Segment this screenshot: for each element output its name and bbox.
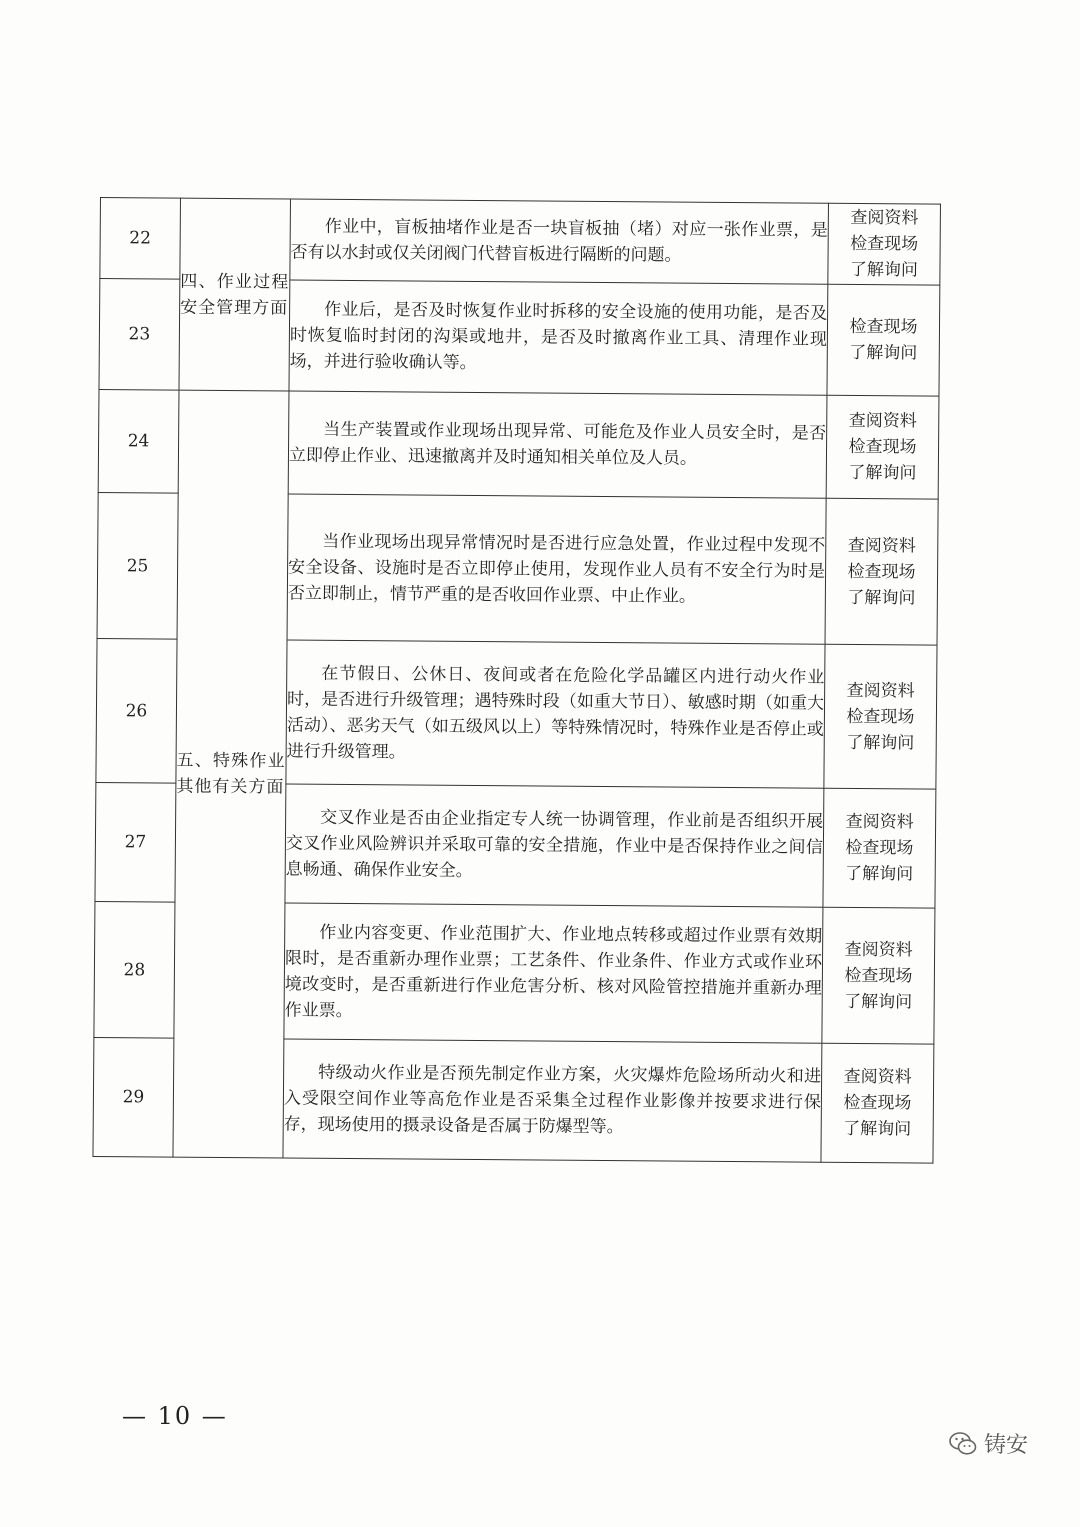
inspection-checklist-table — [92, 197, 941, 1164]
inspection-item-text: 交叉作业是否由企业指定专人统一协调管理，作业前是否组织开展交叉作业风险辨识并采取可靠的安全措施，作业中是否保持作业之间信息畅通、确保作业安全。 — [285, 807, 824, 881]
inspection-item-text: 当生产装置或作业现场出现异常、可能危及作业人员安全时，是否立即停止作业、迅速撤离并及时通知相关单位及人员。 — [288, 419, 827, 469]
inspection-item — [283, 1039, 822, 1162]
method-label: 了解询问 — [844, 991, 913, 1012]
category-cell-section4: 四、作业过程安全管理方面 — [179, 198, 291, 391]
method-label: 了解询问 — [843, 1118, 912, 1140]
method-label: 了解询问 — [847, 587, 916, 608]
inspection-methods — [828, 203, 941, 285]
method-label: 检查现场 — [847, 561, 916, 582]
method-label: 检查现场 — [850, 233, 919, 255]
inspection-item-text: 作业中，盲板抽堵作业是否一块盲板抽（堵）对应一张作业票，是否有以水封或仅关闭阀门代替盲板进行隔断的问题。 — [290, 216, 828, 266]
inspection-item — [289, 280, 828, 395]
inspection-methods — [827, 284, 940, 396]
method-label: 了解询问 — [849, 259, 919, 281]
inspection-item — [286, 640, 825, 788]
method-label: 查阅资料 — [848, 410, 917, 432]
method-label: 检查现场 — [843, 1092, 912, 1114]
method-label: 了解询问 — [848, 462, 917, 484]
row-number: 27 — [95, 782, 176, 902]
method-label: 查阅资料 — [850, 207, 919, 229]
row-number: 29 — [93, 1037, 174, 1157]
inspection-item — [288, 391, 827, 498]
method-label: 了解询问 — [845, 863, 914, 885]
page-number: — 10 — — [122, 1402, 228, 1430]
method-label: 了解询问 — [849, 342, 918, 364]
inspection-methods — [821, 1043, 934, 1163]
row-number: 24 — [98, 389, 179, 493]
inspection-item-text: 当作业现场出现异常情况时是否进行应急处置，作业过程中发现不安全设备、设施时是否立即停止使用，发现作业人员有不安全行为时是否立即制止，情节严重的是否收回作业票、中止作业。 — [287, 531, 826, 607]
inspection-item-text: 作业后，是否及时恢复作业时拆移的安全设施的使用功能，是否及时恢复临时封闭的沟渠或地井，是否及时撤离作业工具、清理作业现场，并进行验收确认等。 — [289, 299, 828, 373]
inspection-item-text: 特级动火作业是否预先制定作业方案，火灾爆炸危险场所动火和进入受限空间作业等高危作业是否采集全过程作业影像并按要求进行保存，现场使用的摄录设备是否属于防爆型等。 — [283, 1062, 822, 1138]
inspection-item — [284, 903, 823, 1043]
method-label: 检查现场 — [845, 837, 914, 859]
inspection-item-text: 在节假日、公休日、夜间或者在危险化学品罐区内进行动火作业时，是否进行升级管理；遇特殊时段（如重大节日）、敏感时期（如重大活动）、恶劣天气（如五级风以上）等特殊情况时，特殊作业是否停止或进行升级管理。 — [286, 663, 825, 762]
row-number: 26 — [96, 638, 177, 783]
inspection-item — [287, 494, 826, 644]
method-label: 查阅资料 — [843, 1066, 912, 1088]
method-label: 查阅资料 — [845, 811, 914, 833]
inspection-methods — [824, 644, 937, 789]
row-number: 22 — [100, 198, 181, 280]
method-label: 检查现场 — [846, 706, 915, 727]
table-row — [100, 198, 941, 286]
method-label: 检查现场 — [848, 436, 917, 458]
wechat-icon — [948, 1431, 978, 1457]
inspection-methods — [826, 395, 939, 499]
inspection-item — [290, 199, 829, 284]
wechat-watermark — [948, 1428, 1028, 1459]
inspection-methods — [825, 498, 938, 645]
row-number: 28 — [94, 901, 175, 1038]
document-sheet — [92, 197, 940, 1164]
row-number: 25 — [97, 492, 178, 639]
table-row — [98, 389, 939, 499]
method-label: 检查现场 — [849, 316, 918, 338]
method-label: 检查现场 — [844, 965, 913, 986]
method-label: 查阅资料 — [847, 535, 916, 556]
method-label: 了解询问 — [846, 732, 915, 753]
watermark-text: 铸安 — [984, 1433, 1029, 1458]
method-label: 查阅资料 — [846, 680, 915, 701]
inspection-item-text: 作业内容变更、作业范围扩大、作业地点转移或超过作业票有效期限时，是否重新办理作业票；工艺条件、作业条件、作业方式或作业环境改变时，是否重新进行作业危害分析、核对风险管控措施并重新办理作业票。 — [284, 922, 823, 1021]
method-label: 查阅资料 — [844, 939, 913, 960]
inspection-item — [285, 784, 824, 907]
category-cell-section5: 五、特殊作业其他有关方面 — [173, 390, 289, 1158]
row-number: 23 — [99, 279, 180, 391]
inspection-methods — [823, 788, 936, 908]
inspection-methods — [822, 907, 935, 1044]
